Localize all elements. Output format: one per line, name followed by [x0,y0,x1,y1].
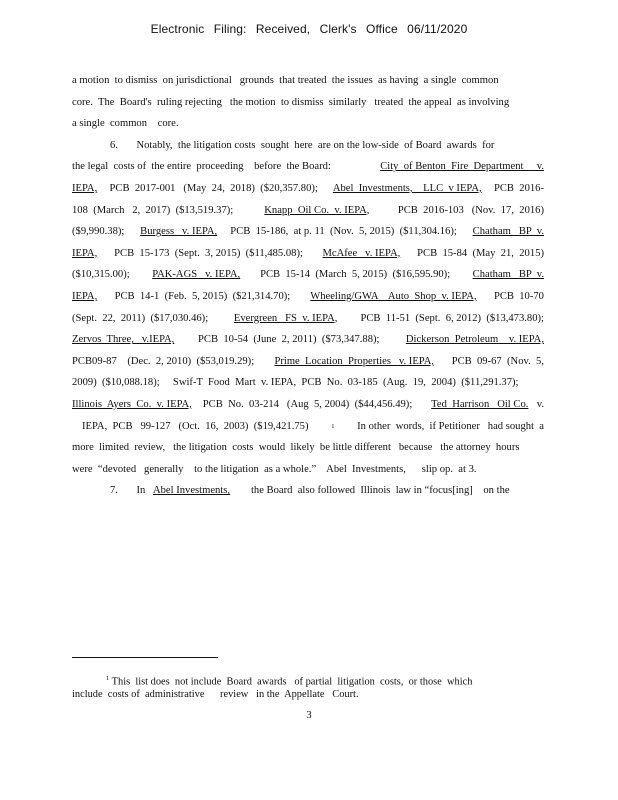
text-segment: the legal costs of the entire proceeding before the Board: [72,161,337,173]
text-line [72,70,544,92]
text-segment: ($9,990.38); [72,226,133,238]
text-segment: PCB 2016- [488,182,544,194]
text-segment: PCB09-87 (Dec. 2, 2010) ($53,019.29); [72,355,263,367]
text-segment: IEPA, PCB 99-127 (Oct. 16, 2003) ($19,421.75) [82,420,314,432]
text-segment: PCB 15-14 (March 5, 2015) ($16,595.90); [254,269,459,281]
text-segment: In other words, if Petitioner had sought a [351,420,544,432]
text-line [72,113,544,135]
e-filing-header: Electronic Filing: Received, Clerk's Office 06/11/2020 [150,22,468,36]
text-segment: PCB 15-84 (May 21, 2015) [411,247,544,259]
text-line [72,286,544,308]
case-citation: IEPA, [72,247,98,259]
text-segment: the Board also followed Illinois law in “focus[ing] on the [235,485,510,497]
case-citation: Chatham BP v. [472,226,544,238]
footnote-reference: 1 [331,422,335,430]
text-line [72,437,544,459]
case-citation: Evergreen FS v. IEPA, [233,312,338,324]
text-segment: PCB No. 03-214 (Aug 5, 2004) ($44,456.49); [197,398,426,410]
text-line [72,178,544,200]
case-citation: Chatham BP v. [472,269,544,281]
text-line [72,264,544,286]
text-segment: PCB 14-1 (Feb. 5, 2015) ($21,314.70); [109,290,299,302]
text-segment: ($10,315.00); [72,269,138,281]
case-citation: Wheeling/GWA Auto Shop v. IEPA, [310,290,477,302]
text-segment: 108 (March 2, 2017) ($13,519.37); [72,204,242,216]
case-citation: IEPA, [72,182,98,194]
text-segment: PCB 15-186, at p. 11 (Nov. 5, 2015) ($11,304.16); [225,226,465,238]
text-segment: PCB 11-51 (Sept. 6, 2012) ($13,473.80); [355,312,544,324]
text-line [72,416,544,438]
text-segment: 2009) ($10,088.18); Swif-T Food Mart v. IEPA, PCB No. 03-185 (Aug. 19, 2004) ($11,291.37); [72,377,519,389]
text-segment: PCB 15-173 (Sept. 3, 2015) ($11,485.08); [108,247,311,259]
text-line [72,308,544,330]
paragraph-7-first-line [72,480,544,502]
text-segment: a motion to dismiss on jurisdictional grounds that treated the issues as having a single common [72,75,499,86]
footnote-separator [72,657,218,658]
text-segment: more limited review, the litigation costs would likely be little different because the attorney hours [72,442,520,454]
text-line [72,221,544,243]
text-segment: PCB 10-70 [488,290,544,302]
case-citation: McAfee v. IEPA, [322,247,401,259]
footnote-text-1: This list does not include Board awards of partial litigation costs, or those which [109,676,473,688]
text-segment: PCB 2017-001 (May 24, 2018) ($20,357.80); [104,182,326,194]
text-segment: were “devoted generally to the litigation as a whole.” Abel Investments, slip op. at 3. [72,463,477,475]
text-line [72,394,544,416]
case-citation: Abel Investments, [152,485,231,497]
text-segment: PCB 2016-103 (Nov. 17, 2016) [392,204,544,216]
case-citation: PAK-AGS v. IEPA, [152,269,241,281]
case-citation: City of Benton Fire Department v. [380,161,544,173]
text-line [72,372,544,394]
text-segment: v. [534,398,544,410]
text-segment: a single common core. [72,118,179,130]
case-citation: Illinois Ayers Co. v. IEPA, [72,398,192,410]
text-segment: 6. Notably, the litigation costs sought here are on the low-side of Board awards for [110,139,495,151]
text-segment: PCB 10-54 (June 2, 2011) ($73,347.88); [192,334,388,346]
text-segment: core. The Board's ruling rejecting the motion to dismiss similarly treated the appeal as involving [72,96,510,108]
case-citation: IEPA, [72,290,98,302]
footnote [72,672,544,701]
case-citation: Knapp Oil Co. v. IEPA, [264,204,370,216]
case-citation: Burgess v. IEPA, [140,226,218,238]
footnote-marker: 1 [106,675,110,682]
footnote-line-1 [72,672,544,688]
footnote-line-2: include costs of administrative review in the Appellate Court. [72,689,359,701]
document-body [72,70,544,502]
text-line [72,459,544,481]
case-citation: Zervos Three, v.IEPA, [72,334,175,346]
text-segment: (Sept. 22, 2011) ($17,030.46); [72,312,217,324]
page-number: 3 [306,710,312,721]
case-citation: Ted Harrison Oil Co. [431,398,529,410]
text-segment: PCB 09-67 (Nov. 5, [446,355,544,367]
case-citation: Prime Location Properties v. IEPA, [274,355,435,367]
text-line [72,92,544,114]
text-line [72,351,544,373]
case-citation: Dickerson Petroleum v. IEPA, [405,334,544,346]
case-citation: Abel Investments, LLC v IEPA, [332,182,482,194]
paragraph-6-first-line [72,135,544,157]
text-segment: 7. In [110,485,148,497]
text-line [72,200,544,222]
text-line [72,243,544,265]
text-line [72,156,544,178]
text-line [72,329,544,351]
